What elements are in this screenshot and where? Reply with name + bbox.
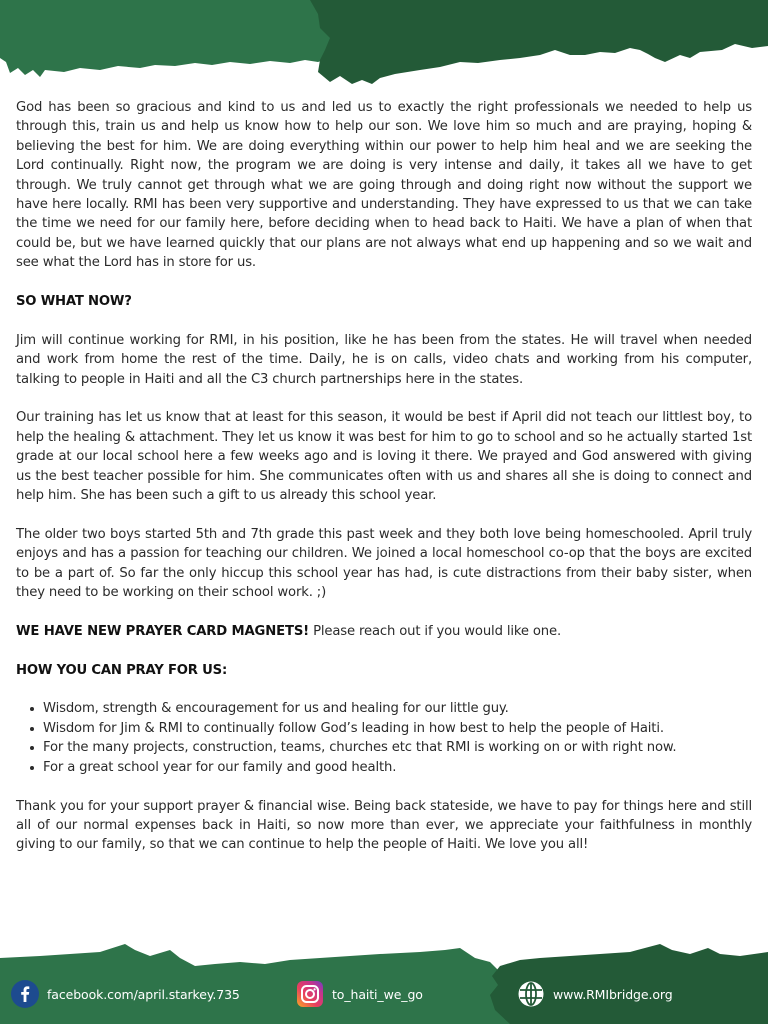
section-heading-what-now: SO WHAT NOW? xyxy=(16,294,132,310)
header-banner xyxy=(0,0,768,90)
prayer-item: For the many projects, construction, teams, churches etc that RMI is working on or with right now. xyxy=(43,738,752,757)
section-heading-pray: HOW YOU CAN PRAY FOR US: xyxy=(16,662,228,678)
jim-work-paragraph: Jim will continue working for RMI, in his position, like he has been from the states. He will travel when needed and work from home the rest of the time. Daily, he is on calls, video chats and working from his computer, talking to people in Haiti and all the C3 church partnerships here in the states. xyxy=(16,332,752,387)
prayer-item: Wisdom for Jim & RMI to continually follow God’s leading in how best to help the people of Haiti. xyxy=(43,719,752,738)
magnets-announcement xyxy=(16,622,752,641)
facebook-icon xyxy=(11,980,39,1008)
header-band-left xyxy=(0,0,330,77)
facebook-link-label: facebook.com/april.starkey.735 xyxy=(47,986,240,1002)
training-paragraph: Our training has let us know that at least for this season, it would be best if April did not teach our littlest boy, to help the healing & attachment. They let us know it was best for him to go to school and so he actually started 1st grade at our local school here a few weeks ago and is loving it there. We prayed and God answered with giving us the best teacher possible for him. She communicates often with us and shares all she is doing to connect and help him. She has been such a gift to us already this school year. xyxy=(16,410,752,504)
header-band-right xyxy=(310,0,768,84)
website-link-label: www.RMIbridge.org xyxy=(553,986,673,1002)
newsletter-body xyxy=(16,98,752,874)
globe-icon xyxy=(517,980,545,1008)
footer-social-links xyxy=(0,978,768,1010)
thanks-paragraph: Thank you for your support prayer & financial wise. Being back stateside, we have to pay for things here and still all of our normal expenses back in Haiti, so now more than ever, we appreciate your faithfulness in monthly giving to our family, so that we can continue to help the people of Haiti. We love you all! xyxy=(16,798,752,853)
intro-paragraph: God has been so gracious and kind to us and led us to exactly the right professionals we needed to help us through this, train us and help us know how to help our son. We love him so much and are praying, hoping & believing the best for him. We are doing everything within our power to help him heal and we are seeking the Lord continually. Right now, the program we are doing is very intense and daily, it takes all we have to get through. We truly cannot get through what we are going through and doing right now without the support we have here locally. RMI has been very supportive and understanding. They have expressed to us that we can take the time we need for our family here, before deciding when to head back to Haiti. We have a plan of when that could be, but we have learned quickly that our plans are not always what end up happening and so we wait and see what the Lord has in store for us. xyxy=(16,100,752,271)
instagram-link[interactable] xyxy=(296,978,423,1010)
older-boys-paragraph: The older two boys started 5th and 7th grade this past week and they both love being homeschooled. April truly enjoys and has a passion for teaching our children. We joined a local homeschool co-op that the boys are excited to be a part of. So far the only hiccup this school year has had, is cute distractions from their baby sister, when they need to be working on their school work. ;) xyxy=(16,526,752,601)
prayer-list xyxy=(16,699,752,777)
facebook-link[interactable] xyxy=(11,978,240,1010)
magnets-text: Please reach out if you would like one. xyxy=(309,623,562,639)
instagram-icon xyxy=(296,980,324,1008)
website-link[interactable] xyxy=(517,978,673,1010)
instagram-link-label: to_haiti_we_go xyxy=(332,986,423,1002)
magnets-headline: WE HAVE NEW PRAYER CARD MAGNETS! xyxy=(16,623,310,639)
prayer-item: For a great school year for our family and good health. xyxy=(43,758,752,777)
prayer-item: Wisdom, strength & encouragement for us and healing for our little guy. xyxy=(43,699,752,718)
